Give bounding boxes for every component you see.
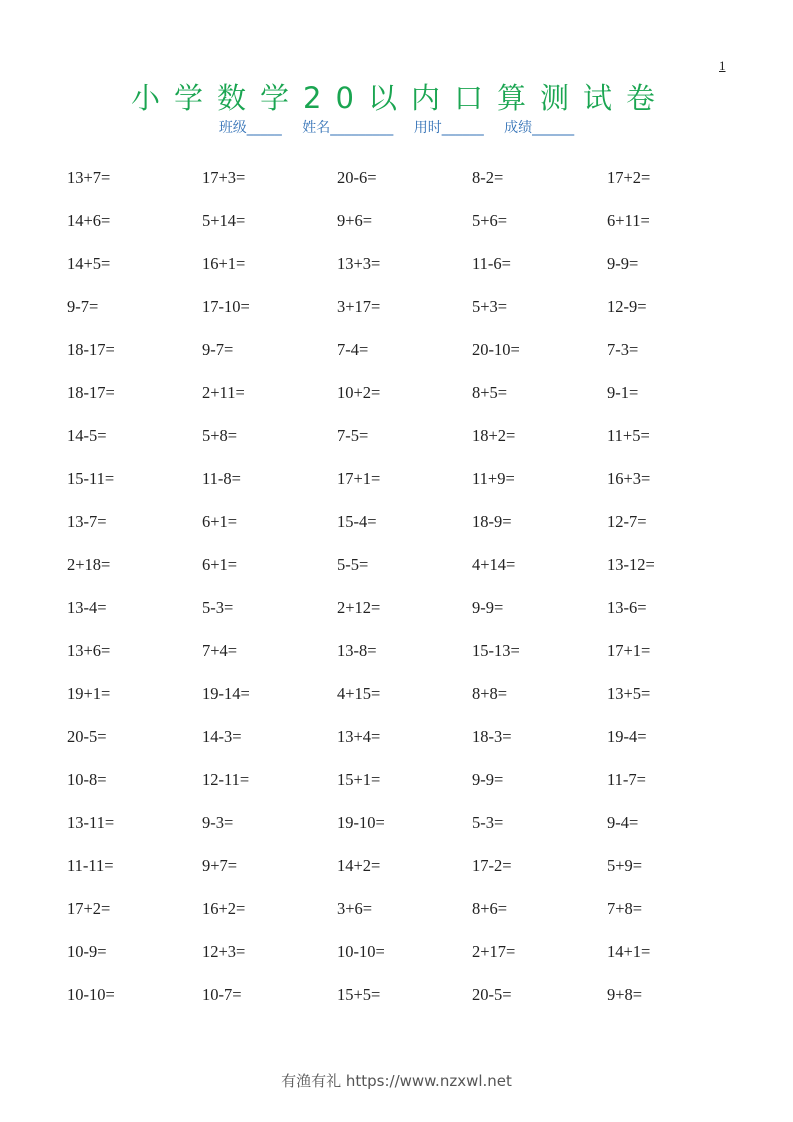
problem-item: 3+6= (337, 899, 373, 918)
problem-row (67, 553, 747, 596)
problem-item: 11-7= (607, 770, 646, 789)
problem-item: 11+5= (607, 426, 650, 445)
problem-item: 11-11= (67, 856, 114, 875)
problem-item: 6+1= (202, 512, 238, 531)
problem-item: 14-3= (202, 727, 242, 746)
problem-row (67, 983, 747, 1026)
problem-row (67, 467, 747, 510)
problem-item: 17-2= (472, 856, 512, 875)
problem-item: 15-11= (67, 469, 115, 488)
problem-item: 9-9= (472, 598, 504, 617)
problem-item: 17+2= (67, 899, 111, 918)
problem-item: 13-6= (607, 598, 647, 617)
problem-row (67, 639, 747, 682)
problem-item: 17+3= (202, 168, 246, 187)
problem-item: 16+3= (607, 469, 651, 488)
problem-item: 9+6= (337, 211, 373, 230)
problem-item: 2+12= (337, 598, 381, 617)
problem-row (67, 811, 747, 854)
problem-item: 13+5= (607, 684, 651, 703)
problem-row (67, 897, 747, 940)
problem-item: 9+8= (607, 985, 643, 1004)
problem-row (67, 768, 747, 811)
problem-item: 9-9= (607, 254, 639, 273)
problem-row (67, 596, 747, 639)
problem-row (67, 682, 747, 725)
problem-item: 2+11= (202, 383, 245, 402)
problem-row (67, 510, 747, 553)
problem-item: 19-14= (202, 684, 250, 703)
problem-item: 18+2= (472, 426, 516, 445)
problem-item: 16+1= (202, 254, 246, 273)
problem-item: 13+7= (67, 168, 111, 187)
problem-item: 5-3= (202, 598, 234, 617)
problem-item: 6+11= (607, 211, 650, 230)
problem-item: 10-10= (337, 942, 385, 961)
problem-row (67, 338, 747, 381)
problem-item: 20-5= (472, 985, 512, 1004)
problem-item: 9-3= (202, 813, 234, 832)
problem-item: 3+17= (337, 297, 381, 316)
problem-item: 7-4= (337, 340, 369, 359)
problem-item: 7+8= (607, 899, 643, 918)
footer-watermark: 有渔有礼 https://www.nzxwl.net (281, 1072, 512, 1090)
problem-item: 19-4= (607, 727, 647, 746)
problem-item: 5-5= (337, 555, 369, 574)
time-field-label: 用时______ (413, 120, 484, 136)
problem-item: 14+1= (607, 942, 651, 961)
problem-row (67, 940, 747, 983)
problem-item: 7-5= (337, 426, 369, 445)
problem-item: 14+5= (67, 254, 111, 273)
problem-item: 9-1= (607, 383, 639, 402)
page-title: 小学数学20以内口算测试卷 (131, 81, 669, 115)
problem-item: 12-9= (607, 297, 647, 316)
problem-item: 13-11= (67, 813, 115, 832)
problem-item: 2+18= (67, 555, 111, 574)
problem-item: 9-7= (67, 297, 99, 316)
problem-item: 17+1= (337, 469, 381, 488)
problem-item: 20-5= (67, 727, 107, 746)
problem-item: 5+3= (472, 297, 508, 316)
problem-item: 9+7= (202, 856, 238, 875)
problem-item: 10-7= (202, 985, 242, 1004)
problem-item: 2+17= (472, 942, 516, 961)
problem-row (67, 424, 747, 467)
name-field-label: 姓名_________ (302, 120, 394, 136)
problem-item: 19+1= (67, 684, 111, 703)
problem-row (67, 854, 747, 897)
problem-item: 18-3= (472, 727, 512, 746)
problem-grid (67, 166, 747, 1026)
problem-item: 12-11= (202, 770, 250, 789)
problem-item: 9-9= (472, 770, 504, 789)
problem-item: 8+6= (472, 899, 508, 918)
problem-item: 15+1= (337, 770, 381, 789)
problem-item: 15-4= (337, 512, 377, 531)
problem-item: 5-3= (472, 813, 504, 832)
problem-item: 7-3= (607, 340, 639, 359)
problem-item: 13-7= (67, 512, 107, 531)
problem-item: 6+1= (202, 555, 238, 574)
problem-item: 4+15= (337, 684, 381, 703)
problem-item: 11-6= (472, 254, 511, 273)
problem-item: 10-8= (67, 770, 107, 789)
problem-item: 20-10= (472, 340, 520, 359)
problem-item: 7+4= (202, 641, 238, 660)
problem-item: 5+8= (202, 426, 238, 445)
problem-item: 4+14= (472, 555, 516, 574)
problem-item: 9-4= (607, 813, 639, 832)
problem-row (67, 209, 747, 252)
problem-item: 10-9= (67, 942, 107, 961)
problem-row (67, 295, 747, 338)
problem-item: 9-7= (202, 340, 234, 359)
problem-item: 16+2= (202, 899, 246, 918)
problem-item: 5+14= (202, 211, 246, 230)
problem-item: 8+5= (472, 383, 508, 402)
problem-item: 13+3= (337, 254, 381, 273)
problem-item: 11-8= (202, 469, 241, 488)
problem-item: 10+2= (337, 383, 381, 402)
problem-item: 14+6= (67, 211, 111, 230)
problem-item: 18-9= (472, 512, 512, 531)
problem-item: 5+9= (607, 856, 643, 875)
problem-item: 13-12= (607, 555, 655, 574)
page-number: 1 (719, 58, 726, 73)
problem-item: 13-8= (337, 641, 377, 660)
problem-item: 18-17= (67, 340, 115, 359)
problem-item: 8+8= (472, 684, 508, 703)
problem-item: 10-10= (67, 985, 115, 1004)
problem-item: 17+1= (607, 641, 651, 660)
problem-item: 13+4= (337, 727, 381, 746)
problem-item: 8-2= (472, 168, 504, 187)
problem-item: 13-4= (67, 598, 107, 617)
problem-item: 12+3= (202, 942, 246, 961)
problem-item: 15-13= (472, 641, 520, 660)
problem-row (67, 166, 747, 209)
problem-item: 17-10= (202, 297, 250, 316)
student-info-line (0, 117, 793, 137)
problem-item: 20-6= (337, 168, 377, 187)
problem-row (67, 381, 747, 424)
problem-row (67, 252, 747, 295)
problem-item: 14-5= (67, 426, 107, 445)
problem-item: 11+9= (472, 469, 515, 488)
problem-row (67, 725, 747, 768)
problem-item: 15+5= (337, 985, 381, 1004)
problem-item: 18-17= (67, 383, 115, 402)
problem-item: 17+2= (607, 168, 651, 187)
class-field-label: 班级_____ (218, 120, 282, 136)
problem-item: 19-10= (337, 813, 385, 832)
score-field-label: 成绩______ (504, 120, 575, 136)
problem-item: 5+6= (472, 211, 508, 230)
problem-item: 12-7= (607, 512, 647, 531)
problem-item: 13+6= (67, 641, 111, 660)
problem-item: 14+2= (337, 856, 381, 875)
